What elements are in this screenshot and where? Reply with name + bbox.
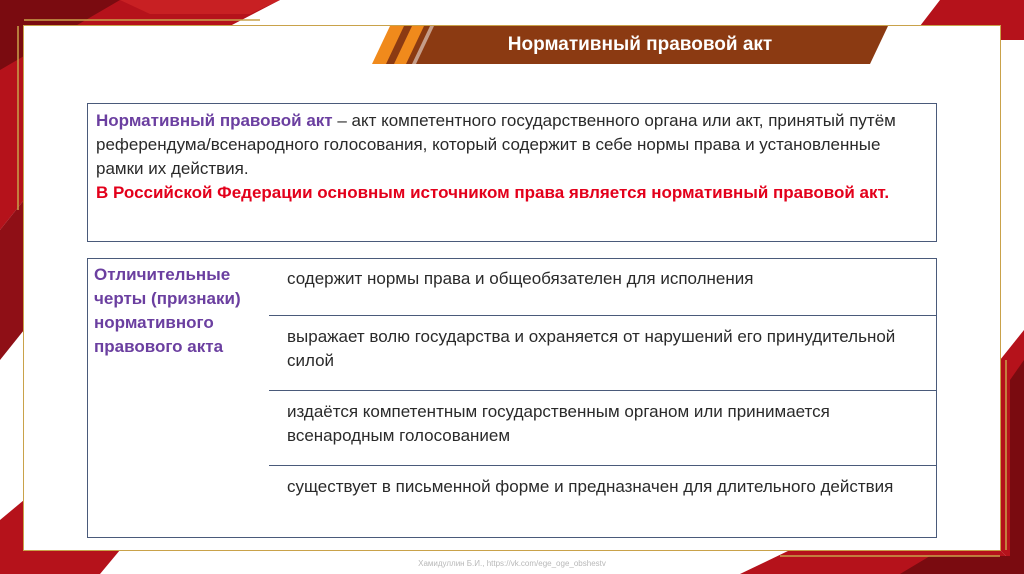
definition-highlight: В Российской Федерации основным источником права является нормативный правовой акт. [96,183,890,202]
definition-body: – акт компетентного государственного органа или акт, принятый путём референдума/всенародного голосования, который содержит в себе нормы права и установленные рамки их действия. [96,111,896,178]
row-divider [269,315,937,316]
features-box [87,258,937,538]
page-title: Нормативный правовой акт [507,34,773,55]
feature-item: существует в письменной форме и предназначен для длительного действия [287,477,894,496]
definition-term: Нормативный правовой акт [96,111,333,130]
row-divider [269,390,937,391]
features-label: Отличительные черты (признаки) нормативного правового акта [94,265,241,356]
feature-item: издаётся компетентным государственным органом или принимается всенародным голосованием [287,402,830,445]
definition-box [87,103,937,242]
feature-item: содержит нормы права и общеобязателен для исполнения [287,269,754,288]
footer-credit: Хамидуллин Б.И., https://vk.com/ege_oge_obshestv [418,559,606,568]
row-divider [269,465,937,466]
feature-item: выражает волю государства и охраняется от нарушений его принудительной силой [287,327,896,370]
